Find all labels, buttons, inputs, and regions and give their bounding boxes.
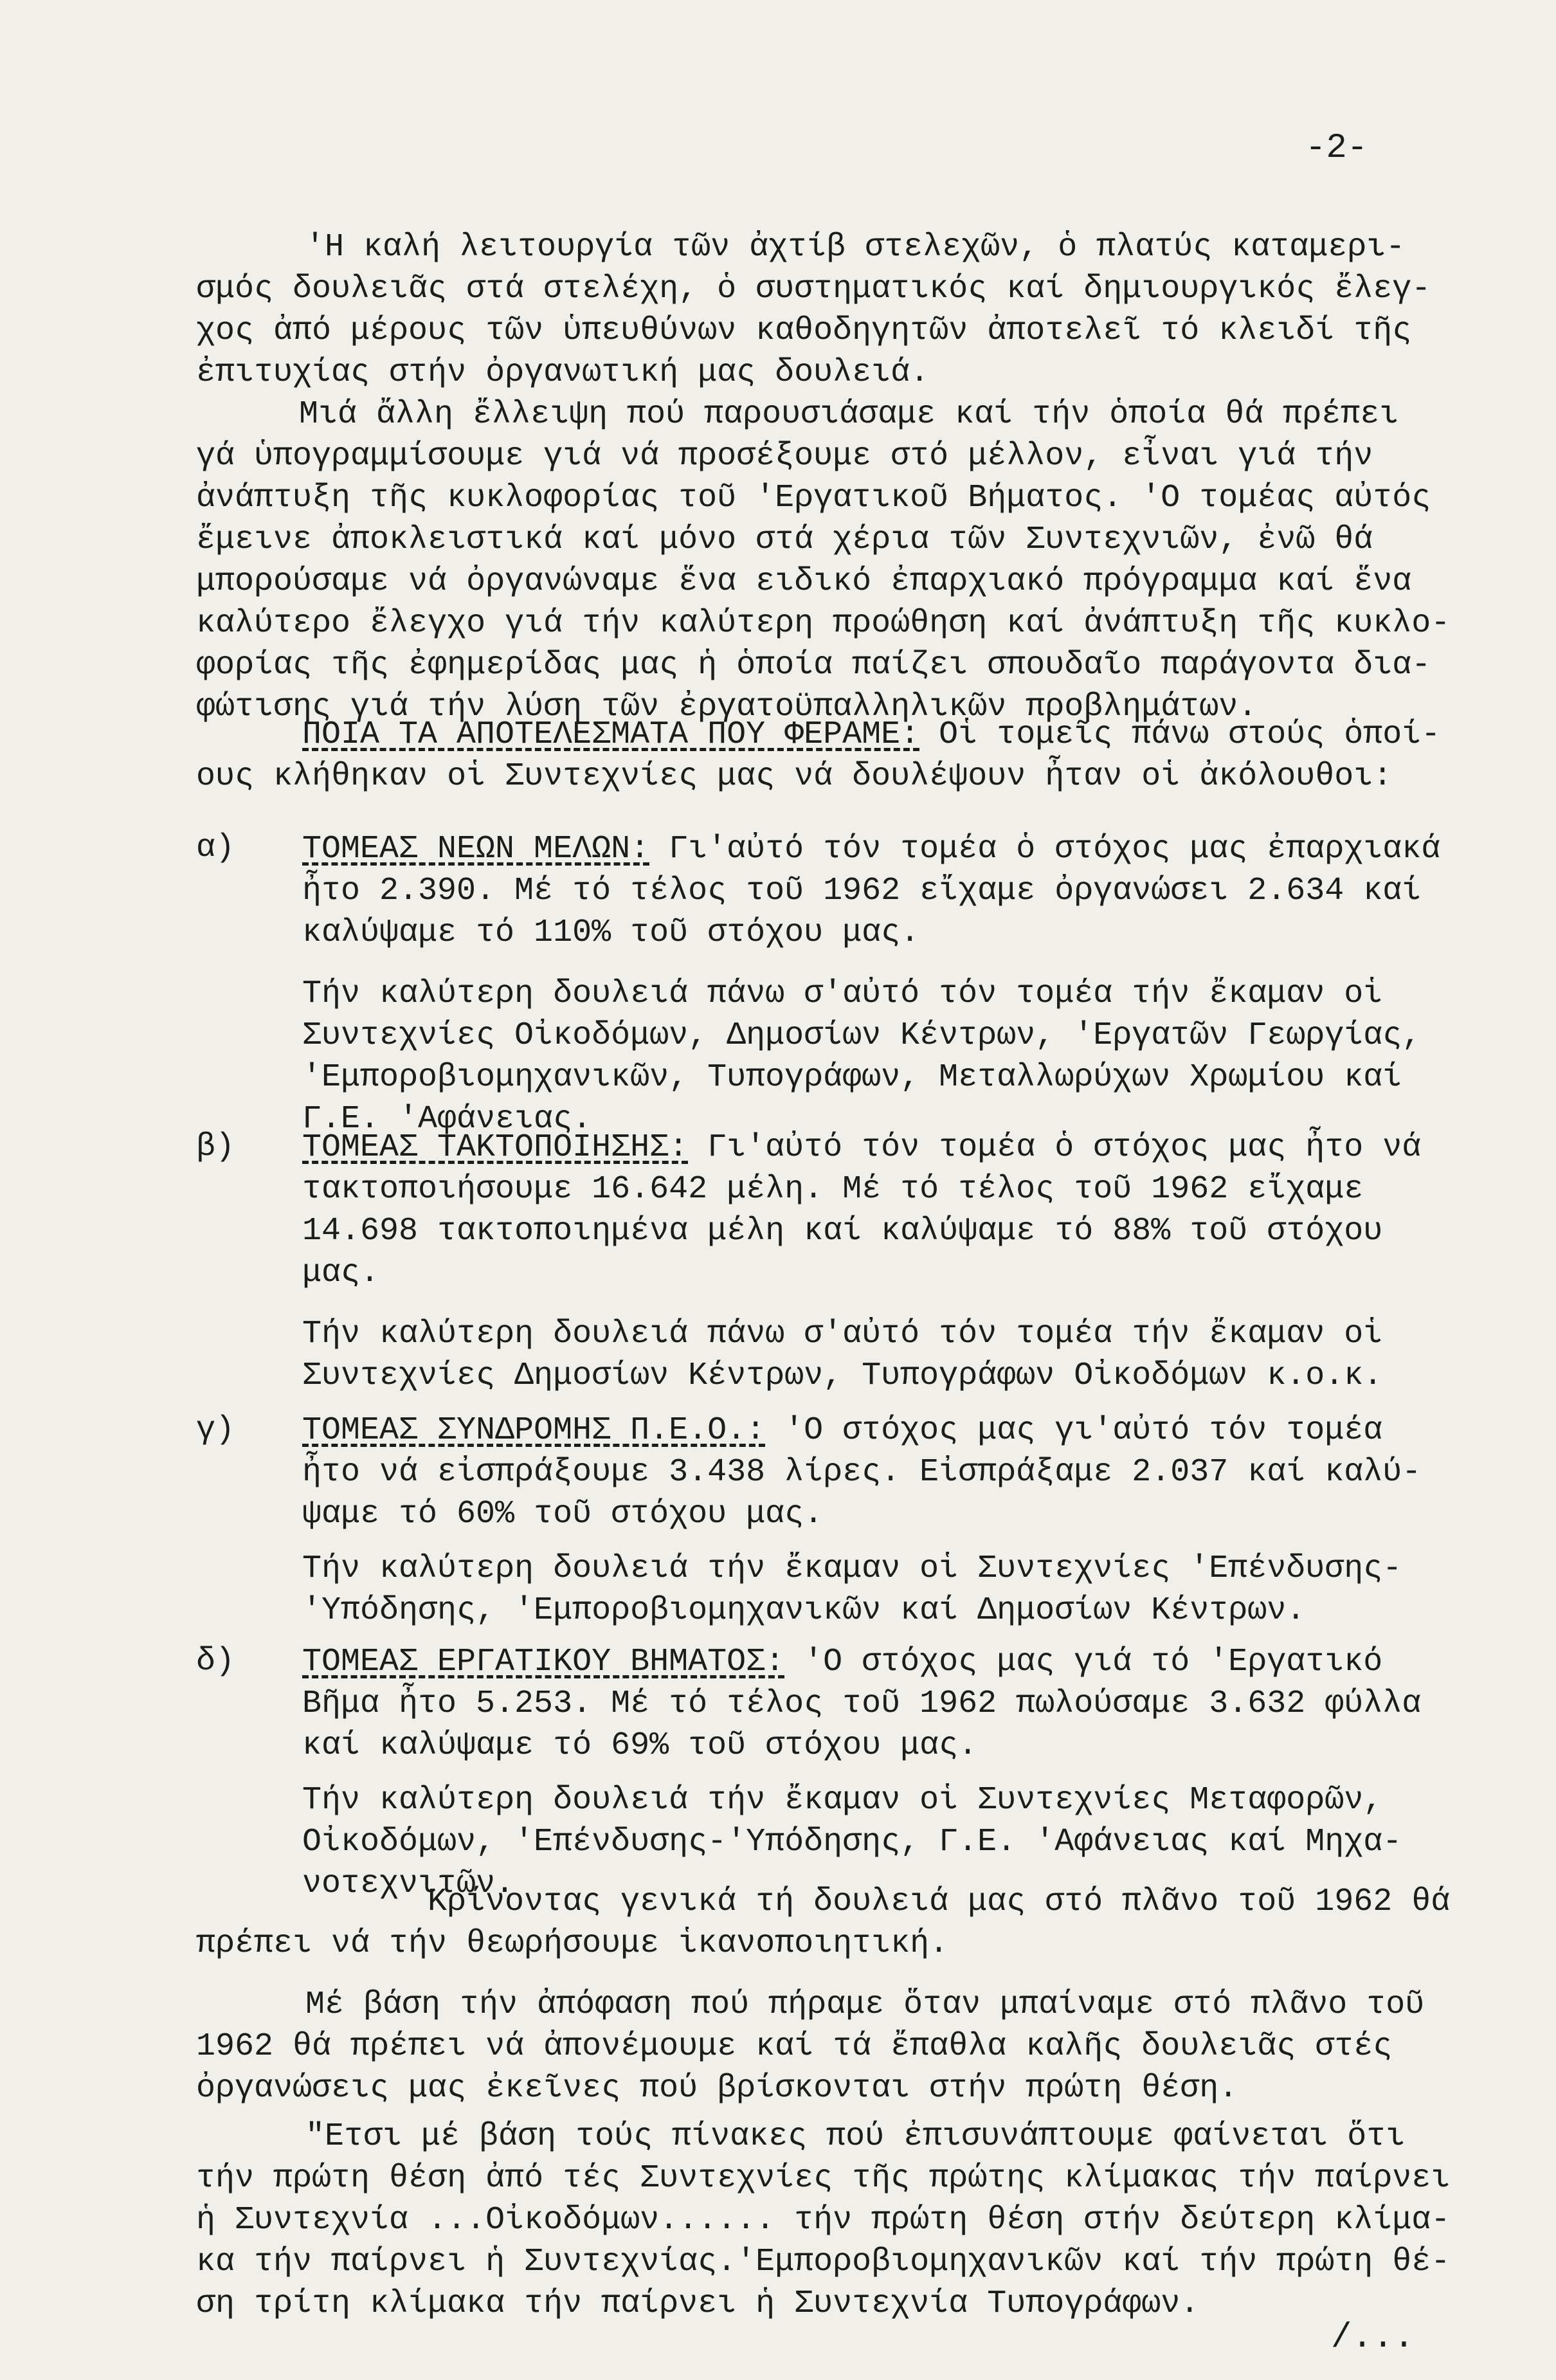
text-line: Μέ βάση τήν ἀπόφαση πού πήραμε ὅταν μπαίναμε στό πλᾶνο τοῦ <box>305 1986 1425 2023</box>
text-line: Βῆμα ἦτο 5.253. Μέ τό τέλος τοῦ 1962 πωλούσαμε 3.632 φύλλα <box>302 1685 1422 1722</box>
text-line: τακτοποιήσουμε 16.642 μέλη. Μέ τό τέλος τοῦ 1962 εἴχαμε <box>302 1171 1364 1208</box>
item-heading: ΤΟΜΕΑΣ ΤΑΚΤΟΠΟΙΗΣΗΣ: <box>302 1129 689 1166</box>
item-heading: ΤΟΜΕΑΣ ΝΕΩΝ ΜΕΛΩΝ: <box>302 831 650 868</box>
text-line: Οἱ τομεῖς πάνω στούς ὁποί- <box>939 716 1441 753</box>
item-label: α) <box>196 830 235 866</box>
text-line: 'Η καλή λειτουργία τῶν ἀχτίβ στελεχῶν, ὁ πλατύς καταμερι- <box>305 229 1406 266</box>
text-line: ους κλήθηκαν οἱ Συντεχνίες μας νά δουλέψουν ἦταν οἱ ἀκόλουθοι: <box>196 758 1393 795</box>
text-line: Μιά ἄλλη ἔλλειψη πού παρουσιάσαμε καί τήν ὁποία θά πρέπει <box>299 396 1399 433</box>
text-line: ὀργανώσεις μας ἐκεῖνες πού βρίσκονται στήν πρώτη θέση. <box>196 2070 1238 2107</box>
text-line: ἡ Συντεχνία ...Οἰκοδόμων...... τήν πρώτη θέση στήν δεύτερη κλίμα- <box>196 2202 1451 2239</box>
text-line: 'Υπόδησης, 'Εμποροβιομηχανικῶν καί Δημοσίων Κέντρων. <box>302 1592 1306 1629</box>
text-line: κα τήν παίρνει ἡ Συντεχνίας.'Εμποροβιομηχανικῶν καί τήν πρώτη θέ- <box>196 2244 1451 2280</box>
item-label: γ) <box>196 1412 235 1448</box>
text-line: ἦτο 2.390. Μέ τό τέλος τοῦ 1962 εἴχαμε ὀργανώσει 2.634 καί <box>302 873 1422 909</box>
text-line: Συντεχνίες Δημοσίων Κέντρων, Τυπογράφων Οἰκοδόμων κ.ο.κ. <box>302 1358 1383 1394</box>
item-workers-step <box>302 1641 1421 1905</box>
paragraph-first-places <box>196 2116 1450 2325</box>
text-line: ἦτο νά εἰσπράξουμε 3.438 λίρες. Εἰσπράξαμε 2.037 καί καλύ- <box>302 1454 1422 1491</box>
text-line: 'Ο στόχος μας γιά τό 'Εργατικό <box>804 1644 1383 1680</box>
text-line: 'Ο στόχος μας γι'αὐτό τόν τομέα <box>784 1412 1383 1449</box>
text-line: καί καλύψαμε τό 69% τοῦ στόχου μας. <box>302 1727 978 1764</box>
text-line: ση τρίτη κλίμακα τήν παίρνει ἡ Συντεχνία Τυπογράφων. <box>196 2285 1200 2322</box>
item-heading: ΤΟΜΕΑΣ ΕΡΓΑΤΙΚΟΥ ΒΗΜΑΤΟΣ: <box>302 1644 785 1680</box>
text-line: ἐπιτυχίας στήν ὀργανωτική μας δουλειά. <box>196 354 930 391</box>
text-line: 14.698 τακτοποιημένα μέλη καί καλύψαμε τό 88% τοῦ στόχου <box>302 1213 1383 1249</box>
item-label: δ) <box>196 1643 235 1680</box>
text-line: γά ὑπογραμμίσουμε γιά νά προσέξουμε στό μέλλον, εἶναι γιά τήν <box>196 438 1373 475</box>
paragraph-cadre-work <box>196 226 1431 394</box>
item-label: β) <box>196 1129 235 1165</box>
text-line: φορίας τῆς ἐφημερίδας μας ἡ ὁποία παίζει σπουδαῖο παράγοντα δια- <box>196 647 1431 684</box>
continued-mark: /... <box>1331 2318 1415 2357</box>
text-line: νοτεχνιτῶν. <box>302 1866 515 1902</box>
text-line: τήν πρώτη θέση ἀπό τές Συντεχνίες τῆς πρώτης κλίμακας τήν παίρνει <box>196 2160 1451 2197</box>
text-line: 1962 θά πρέπει νά ἀπονέμουμε καί τά ἔπαθλα καλῆς δουλειᾶς στές <box>196 2028 1393 2065</box>
text-line: Γ.Ε. 'Αφάνειας. <box>302 1101 592 1138</box>
results-heading: ΠΟΙΑ ΤΑ ΑΠΟΤΕΛΕΣΜΑΤΑ ΠΟΥ ΦΕΡΑΜΕ: <box>302 716 920 753</box>
text-line: 'Εμποροβιομηχανικῶν, Τυπογράφων, Μεταλλωρύχων Χρωμίου καί <box>302 1059 1402 1096</box>
text-line: μπορούσαμε νά ὀργανώναμε ἕνα ειδικό ἐπαρχιακό πρόγραμμα καί ἕνα <box>196 563 1412 600</box>
text-line: φώτισης γιά τήν λύση τῶν ἐργατοϋπαλληλικῶν προβλημάτων. <box>196 689 1258 725</box>
item-regularization <box>302 1127 1421 1397</box>
text-line: πρέπει νά τήν θεωρήσουμε ἱκανοποιητική. <box>196 1925 949 1962</box>
text-line: Συντεχνίες Οἰκοδόμων, Δημοσίων Κέντρων, 'Εργατῶν Γεωργίας, <box>302 1017 1422 1054</box>
text-line: μας. <box>302 1255 380 1291</box>
paragraph-awards <box>196 1984 1424 2109</box>
text-line: Τήν καλύτερη δουλειά πάνω σ'αὐτό τόν τομέα τήν ἔκαμαν οἱ <box>302 1316 1383 1352</box>
text-line: "Ετσι μέ βάση τούς πίνακες πού ἐπισυνάπτουμε φαίνεται ὅτι <box>305 2118 1406 2155</box>
text-line: ψαμε τό 60% τοῦ στόχου μας. <box>302 1496 824 1532</box>
text-line: ἀνάπτυξη τῆς κυκλοφορίας τοῦ 'Εργατικοῦ Βήματος. 'Ο τομέας αὐτός <box>196 480 1431 516</box>
paragraph-assessment <box>196 1881 1450 1965</box>
text-line: Τήν καλύτερη δουλειά τήν ἔκαμαν οἱ Συντεχνίες Μεταφορῶν, <box>302 1782 1383 1819</box>
results-intro <box>196 714 1440 797</box>
item-heading: ΤΟΜΕΑΣ ΣΥΝΔΡΟΜΗΣ Π.Ε.Ο.: <box>302 1412 766 1449</box>
text-line: Κρίνοντας γενικά τή δουλειά μας στό πλᾶνο τοῦ 1962 θά <box>428 1884 1451 1920</box>
text-line: ἔμεινε ἀποκλειστικά καί μόνο στά χέρια τῶν Συντεχνιῶν, ἐνῶ θά <box>196 522 1373 558</box>
text-line: Τήν καλύτερη δουλειά τήν ἔκαμαν οἱ Συντεχνίες 'Επένδυσης- <box>302 1550 1402 1587</box>
text-line: Τήν καλύτερη δουλειά πάνω σ'αὐτό τόν τομέα τήν ἔκαμαν οἱ <box>302 976 1383 1012</box>
paragraph-circulation <box>196 394 1450 728</box>
item-new-members <box>302 828 1440 1140</box>
text-line: Γι'αὐτό τόν τομέα ὁ στόχος μας ἦτο νά <box>707 1129 1422 1166</box>
text-line: σμός δουλειᾶς στά στελέχη, ὁ συστηματικός καί δημιουργικός ἔλεγ- <box>196 271 1431 307</box>
text-line: καλύψαμε τό 110% τοῦ στόχου μας. <box>302 914 920 951</box>
text-line: Γι'αὐτό τόν τομέα ὁ στόχος μας ἐπαρχιακά <box>669 831 1441 868</box>
text-line: καλύτερο ἔλεγχο γιά τήν καλύτερη προώθηση καί ἀνάπτυξη τῆς κυκλο- <box>196 605 1451 642</box>
item-subscription <box>302 1410 1421 1631</box>
text-line: Οἰκοδόμων, 'Επένδυσης-'Υπόδησης, Γ.Ε. 'Αφάνειας καί Μηχα- <box>302 1824 1402 1860</box>
text-line: χος ἀπό μέρους τῶν ὑπευθύνων καθοδηγητῶν ἀποτελεῖ τό κλειδί τῆς <box>196 313 1412 349</box>
page-number: -2- <box>1305 129 1368 168</box>
